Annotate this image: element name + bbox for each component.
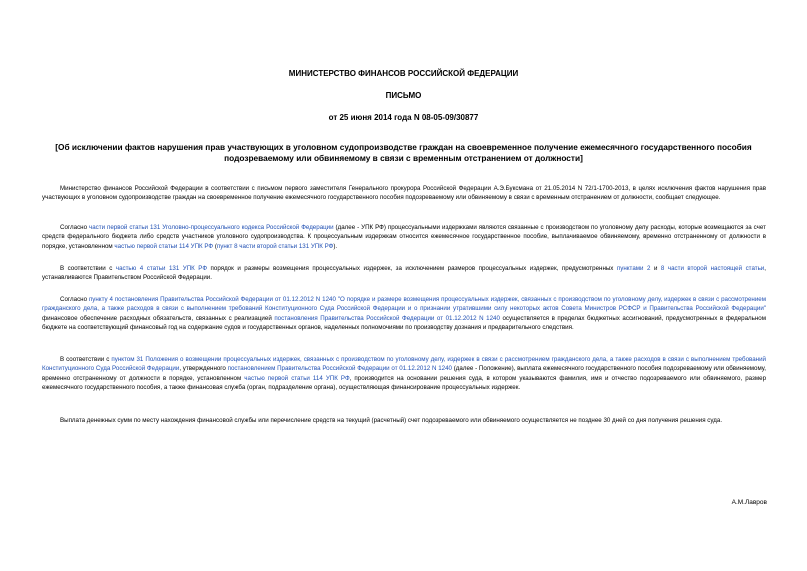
document-type: ПИСЬМО <box>385 91 422 100</box>
paragraph-2: Согласно части первой статьи 131 Уголовно-процессуального кодекса Российской Федерации (далее - УПК РФ) процессуальными издержками являются связанные с производством по уголовному делу расходы, которые возмещаются за счет средств федерального бюджета либо средств участников уголовного судопроизводства. К процессуальным издержкам относится ежемесячное государственное пособие, выплачиваемое обвиняемому, временно отстраненному от должности в порядке, установленном частью первой статьи 114 УПК РФ (пункт 8 части второй статьи 131 УПК РФ). <box>42 224 766 250</box>
paragraph-intro: Министерство финансов Российской Федерации в соответствии с письмом первого заместителя Генерального прокурора Российской Федерации А.Э.Буксмана от 21.05.2014 N 72/1-1700-2013, в целях исключения фактов нарушения прав участвующих в уголовном судопроизводстве граждан на своевременное получение ежемесячного государственного пособия подозреваемому или обвиняемому в связи с временным отстранением от должности, сообщает следующее. <box>42 185 766 202</box>
link-items-2[interactable]: пунктами 2 <box>616 265 651 272</box>
paragraph-4: Согласно пункту 4 постановления Правительства Российской Федерации от 01.12.2012 N 1240 "О порядке и размере возмещения процессуальных издержек, связанных с производством по уголовному делу, издержек в связи с рассмотрением гражданского дела, а также расходов в связи с выполнением требований Конституционного Суда Российской Федерации и о признании утратившими силу некоторых актов Совета Министров РСФСР и Правительства Российской Федерации" финансовое обеспечение расходных обязательств, связанных с реализацией постановления Правительства Российской Федерации от 01.12.2012 N 1240 осуществляется в пределах бюджетных ассигнований, предусмотренных в федеральном бюджете на соответствующий финансовый год на содержание судов и государственных органов, наделенных полномочиями по производству дознания и предварительного следствия. <box>42 296 766 332</box>
link-upk-114-part1-b[interactable]: частью первой статьи 114 УПК РФ <box>244 374 350 382</box>
link-regulation-item31[interactable]: пунктом 31 Положения о возмещении процессуальных издержек, связанных с производством по уголовному делу, издержек в связи с рассмотрением гражданского дела, а также расходов в связи с выполнением требований Конституционного Суда Российской Федерации <box>42 356 767 373</box>
link-resolution-1240[interactable]: постановления Правительства Российской Федерации от 01.12.2012 N 1240 <box>274 314 500 322</box>
paragraph-3: В соответствии с частью 4 статьи 131 УПК РФ порядок и размеры возмещения процессуальных издержек, за исключением размеров процессуальных издержек, предусмотренных пунктами 2 и 8 части второй настоящей статьи, устанавливаются Правительством Российской Федерации. <box>42 265 766 282</box>
signature: А.М.Лавров <box>731 499 767 506</box>
link-upk-131-part1[interactable]: части первой статьи 131 Уголовно-процессуального кодекса Российской Федерации <box>89 224 334 231</box>
link-item-8-part2[interactable]: 8 части второй настоящей статьи <box>660 265 765 272</box>
document-title: [Об исключении фактов нарушения прав участвующих в уголовном судопроизводстве граждан на своевременное получение ежемесячного государственного пособия подозреваемому или обвиняемому в связи с временным отстранением от должности] <box>55 142 752 163</box>
paragraph-6: Выплата денежных сумм по месту нахождения финансовой службы или перечисление средств на текущий (расчетный) счет подозреваемого или обвиняемого осуществляется не позднее 30 дней со дня получения решения суда. <box>60 417 723 424</box>
link-upk-131-part4[interactable]: частью 4 статьи 131 УПК РФ <box>115 265 208 272</box>
link-resolution-1240-item4[interactable]: пункту 4 постановления Правительства Российской Федерации от 01.12.2012 N 1240 "О порядке и размере возмещения процессуальных издержек, связанных с производством по уголовному делу, издержек в связи с рассмотрением гражданского дела, а также расходов в связи с выполнением требований Конституционного Суда Российской Федерации и о признании утратившими силу некоторых актов Совета Министров РСФСР и Правительства Российской Федерации" <box>42 296 766 313</box>
paragraph-5: В соответствии с пунктом 31 Положения о возмещении процессуальных издержек, связанных с производством по уголовному делу, издержек в связи с рассмотрением гражданского дела, а также расходов в связи с выполнением требований Конституционного Суда Российской Федерации, утвержденного постановлением Правительства Российской Федерации от 01.12.2012 N 1240 (далее - Положение), выплата ежемесячного государственного пособия подозреваемому или обвиняемому, временно отстраненному от должности в порядке, установленном частью первой статьи 114 УПК РФ, производится на основании решения суда, в котором указываются фамилия, имя и отчество подозреваемого или обвиняемого, размер ежемесячного государственного пособия, а также финансовая служба (орган, подразделение органа), осуществляющая финансирование процессуальных издержек. <box>42 356 767 392</box>
document-date-number: от 25 июня 2014 года N 08-05-09/30877 <box>328 113 479 122</box>
link-upk-131-item8[interactable]: пункт 8 части второй статьи 131 УПК РФ <box>216 242 334 250</box>
link-resolution-1240-approved[interactable]: постановлением Правительства Российской Федерации от 01.12.2012 N 1240 <box>227 365 452 373</box>
ministry-heading: МИНИСТЕРСТВО ФИНАНСОВ РОССИЙСКОЙ ФЕДЕРАЦИИ <box>288 69 519 78</box>
link-upk-114-part1[interactable]: частью первой статьи 114 УПК РФ <box>114 242 214 250</box>
